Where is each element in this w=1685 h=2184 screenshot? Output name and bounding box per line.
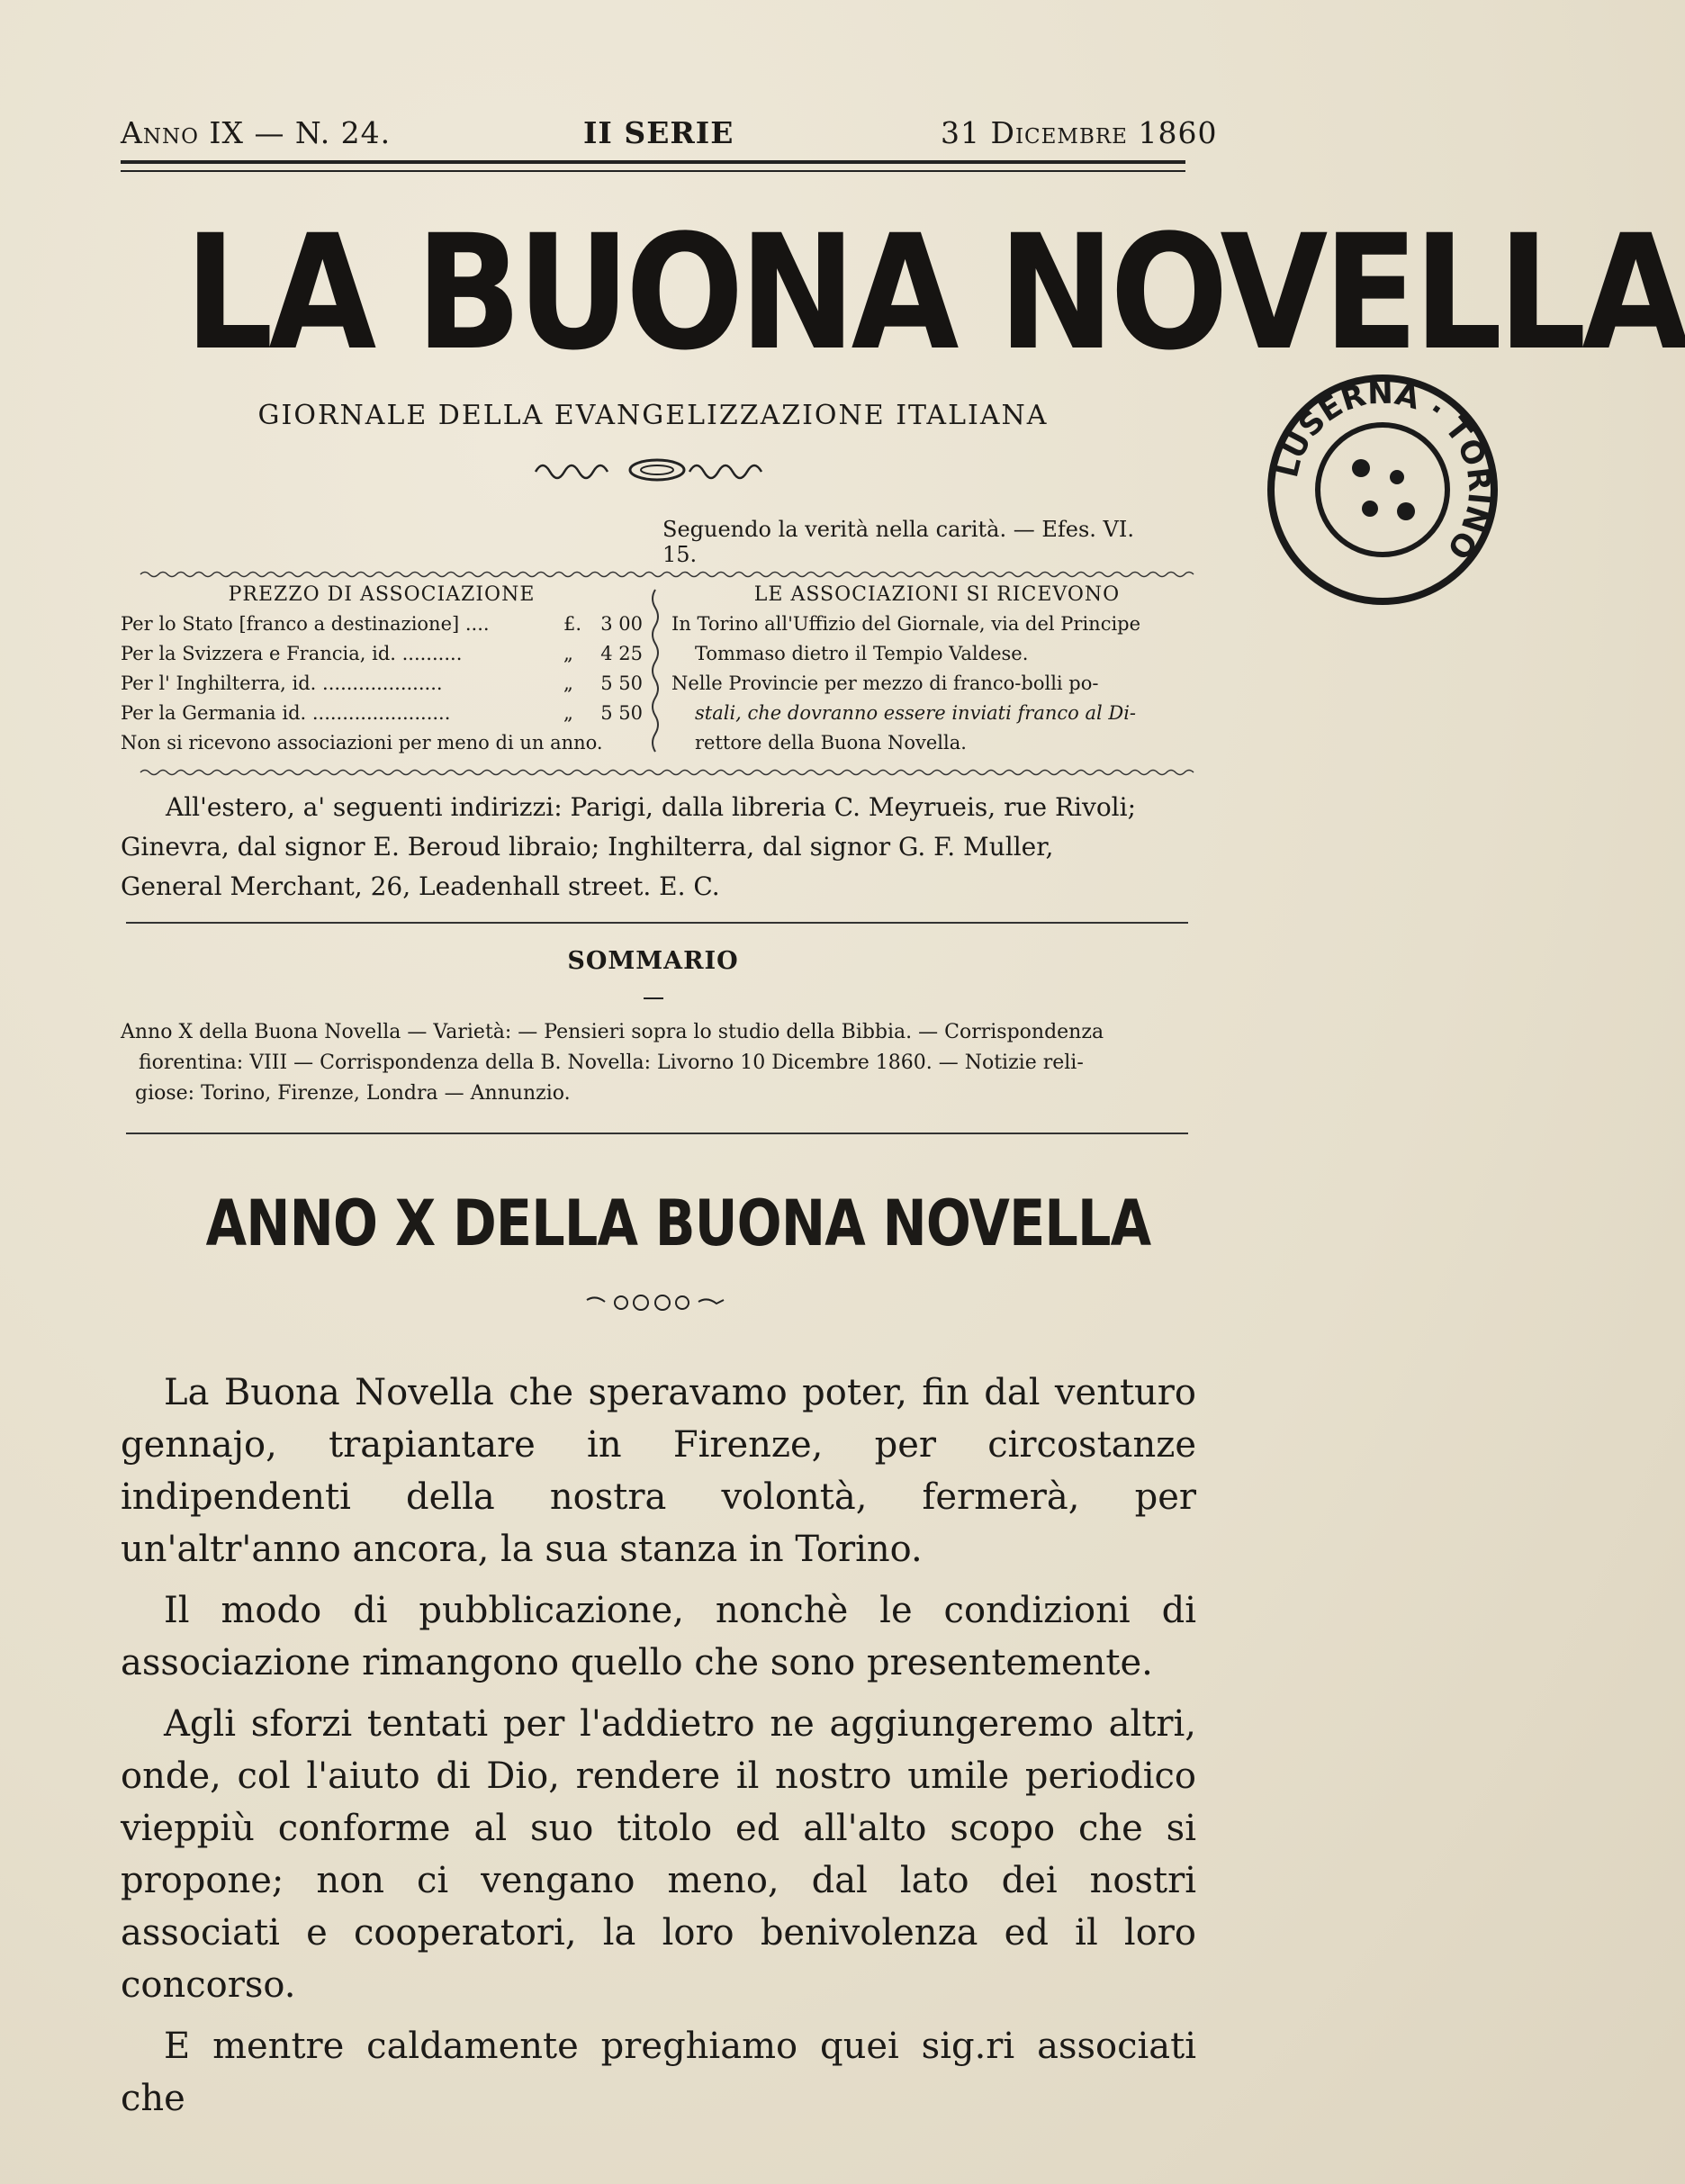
issue-date: 31 Dicembre 1860	[941, 115, 1218, 150]
where-line: In Torino all'Uffizio del Giornale, via del Principe	[671, 613, 1141, 635]
wavy-rule-bottom	[140, 763, 1195, 772]
where-line: Nelle Provincie per mezzo di franco-bolli po-	[671, 672, 1099, 694]
wavy-rule-top	[140, 565, 1195, 574]
foreign-line: Ginevra, dal signor E. Beroud libraio; Inghilterra, dal signor G. F. Muller,	[121, 832, 1054, 862]
price-row: Per lo Stato [franco a destinazione] .... £. 3 00	[121, 613, 643, 635]
article-paragraph: E mentre caldamente preghiamo quei sig.ri associati che	[121, 2026, 1196, 2119]
article-paragraph: Il modo di pubblicazione, nonchè le condizioni di associazione rimangono quello che sono presentemente.	[121, 1590, 1196, 1683]
price-note: Non si ricevono associazioni per meno di un anno.	[121, 732, 603, 754]
section-rule	[126, 1133, 1188, 1134]
masthead-subtitle: GIORNALE DELLA EVANGELIZZAZIONE ITALIANA	[257, 400, 1049, 431]
header-rule	[121, 160, 1185, 172]
masthead-motto: Seguendo la verità nella carità. — Efes. VI. 15.	[662, 517, 1134, 567]
masthead-title: LA BUONA NOVELLA	[184, 201, 1685, 385]
brace-divider-icon	[646, 590, 664, 756]
price-row: Per l' Inghilterra, id. .................... „ 5 50	[121, 672, 643, 694]
article-paragraph: La Buona Novella che speravamo poter, fin dal venturo gennajo, trapiantare in Firenze, per circostanze indipendenti della nostra volontà, fermerà, per un'altr'anno ancora, la sua stanza in Torino.	[121, 1372, 1196, 1570]
section-rule	[126, 922, 1188, 924]
price-row: Per la Svizzera e Francia, id. .......... „ 4 25	[121, 643, 643, 664]
article-body	[121, 1367, 1196, 2125]
foreign-line: All'estero, a' seguenti indirizzi: Parigi, dalla libreria C. Meyrueis, rue Rivoli;	[166, 792, 1137, 822]
masthead-ornament-icon	[531, 452, 774, 488]
sommario-text	[121, 1017, 1201, 1109]
foreign-addresses	[121, 788, 1201, 907]
article-ornament-icon	[585, 1289, 729, 1316]
postmark-stamp	[1262, 369, 1503, 610]
where-line: stali, che dovranno essere inviati franco al Di-	[695, 702, 1137, 724]
sommario-line: Anno X della Buona Novella — Varietà: — Pensieri sopra lo studio della Bibbia. — Corrispondenza	[121, 1021, 1104, 1043]
price-column	[121, 583, 643, 758]
svg-text:LUSERNA · TORINO: LUSERNA · TORINO	[1269, 375, 1498, 566]
article-paragraph: Agli sforzi tentati per l'addietro ne aggiungeremo altri, onde, col l'aiuto di Dio, rendere il nostro umile periodico vieppiù conforme al suo titolo ed all'alto scopo che si propone; non ci vengano meno, dal lato dei nostri associati e cooperatori, la loro benivolenza ed il loro concorso.	[121, 1703, 1196, 2006]
sommario-title: SOMMARIO	[567, 947, 739, 975]
foreign-line: General Merchant, 26, Leadenhall street. E. C.	[121, 871, 720, 901]
sommario-line: fiorentina: VIII — Corrispondenza della B. Novella: Livorno 10 Dicembre 1860. — Notizie reli-	[139, 1051, 1084, 1074]
article-title: ANNO X DELLA BUONA NOVELLA	[205, 1187, 1151, 1260]
where-line: rettore della Buona Novella.	[695, 732, 967, 754]
sommario-dash	[644, 997, 663, 999]
sommario-line: giose: Torino, Firenze, Londra — Annunzio.	[135, 1082, 571, 1105]
issue-number: Anno IX — N. 24.	[121, 115, 392, 150]
where-column	[671, 583, 1203, 758]
price-row: Per la Germania id. ....................... „ 5 50	[121, 702, 643, 724]
series-label: II SERIE	[583, 115, 734, 150]
price-title: PREZZO DI ASSOCIAZIONE	[228, 583, 536, 606]
where-title: LE ASSOCIAZIONI SI RICEVONO	[753, 583, 1121, 606]
where-line: Tommaso dietro il Tempio Valdese.	[695, 643, 1029, 664]
